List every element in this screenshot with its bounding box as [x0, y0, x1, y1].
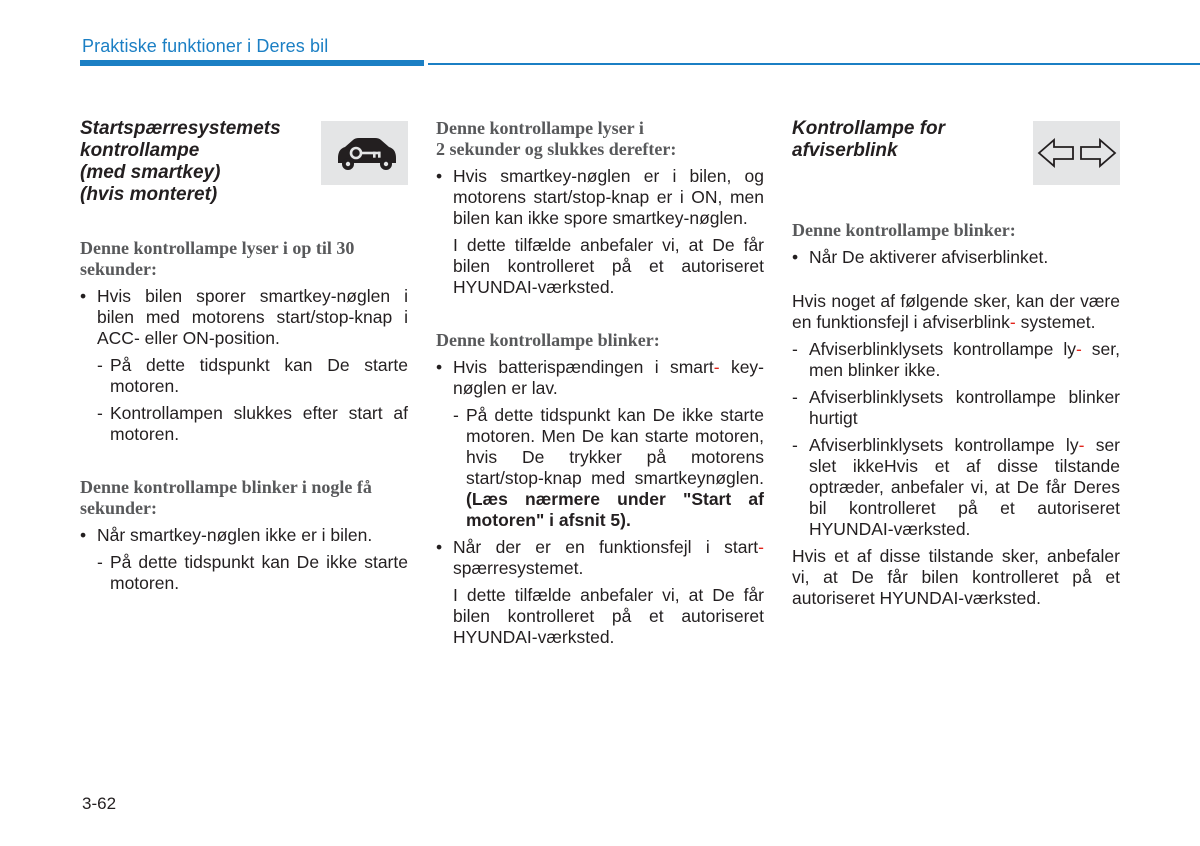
page-number: 3-62 — [82, 794, 117, 813]
title-line: Kontrollampe for — [792, 118, 946, 139]
list-item — [453, 405, 764, 531]
immobilizer-title — [80, 118, 281, 206]
turn-signal-title-row — [792, 118, 1120, 185]
text-part: spærresystemet. — [453, 558, 584, 578]
immobilizer-list-4 — [436, 357, 764, 399]
section-header-title: Praktiske funktioner i Deres bil — [82, 36, 329, 56]
column-immobilizer — [80, 118, 408, 594]
header-rule-thin — [428, 63, 1200, 65]
column-turn-signal — [792, 118, 1120, 609]
immobilizer-list-3 — [436, 166, 764, 229]
immobilizer-title-row — [80, 118, 408, 206]
list-item: - På dette tidspunkt kan De ikke starte motoren. — [97, 552, 408, 594]
turn-signal-subheading: Denne kontrollampe blinker: — [792, 220, 1016, 240]
title-line: (hvis monteret) — [80, 184, 218, 205]
turn-signal-arrows-icon — [1033, 121, 1120, 185]
title-line: kontrollampe — [80, 140, 200, 161]
immobilizer-list-1 — [80, 286, 408, 349]
list-item: - Afviserblinklysets kontrollampe blinker hurtigt — [792, 387, 1120, 429]
text-part: På dette tidspunkt kan De ikke starte motoren. Men De kan starte motoren, hvis De trykker på motorens start/stop-knap med smartkeynøglen. — [466, 405, 764, 488]
immobilizer-subheading-3 — [436, 118, 764, 160]
immobilizer-list-2 — [80, 525, 408, 546]
hyphen-mark: - — [1078, 435, 1085, 455]
text-part: Hvis batterispændingen i smart — [453, 357, 714, 377]
column-immobilizer-cont — [436, 118, 764, 648]
title-line: afviserblink — [792, 140, 898, 161]
hyphen-mark: - — [713, 357, 720, 377]
text-part: systemet. — [1020, 312, 1096, 332]
list-item: • Når De aktiverer afviserblinket. — [792, 247, 1120, 268]
hyphen-mark: - — [1075, 339, 1082, 359]
list-item: • Hvis smartkey-nøglen er i bilen, og motorens start/stop-knap er i ON, men bilen kan ikke spore smartkey-nøglen. — [436, 166, 764, 229]
text-part: Afviserblinklysets kontrollampe ly — [809, 339, 1076, 359]
immobilizer-subheading-2: Denne kontrollampe blinker i nogle få sekunder: — [80, 477, 372, 518]
malfunction-list — [792, 339, 1120, 540]
list-item: • Når smartkey-nøglen ikke er i bilen. — [80, 525, 408, 546]
recommendation-text: Hvis et af disse tilstande sker, anbefaler vi, at De får bilen kontrolleret på et autoriseret HYUNDAI-værksted. — [792, 546, 1120, 608]
text-part: Hvis noget af følgende sker, kan der være en funktionsfejl i afviserblink — [792, 291, 1120, 332]
immobilizer-sublist-2 — [97, 552, 408, 594]
title-line: Startspærresystemets — [80, 118, 281, 139]
list-item — [436, 357, 764, 399]
recommendation-text: I dette tilfælde anbefaler vi, at De får bilen kontrolleret på et autoriseret HYUNDAI-værksted. — [453, 235, 764, 297]
subheading-line: 2 sekunder og slukkes derefter: — [436, 139, 677, 159]
hyphen-mark: - — [758, 537, 764, 557]
malfunction-intro — [792, 291, 1120, 333]
list-item: - På dette tidspunkt kan De starte motoren. — [97, 355, 408, 397]
text-part: ser slet ikkeHvis et af disse tilstande optræder, anbefaler vi, at De får Deres bil kontrolleret på et autoriseret HYUNDAI-værksted. — [809, 435, 1120, 539]
immobilizer-sublist-3 — [453, 405, 764, 531]
subheading-line: Denne kontrollampe lyser i — [436, 118, 644, 138]
car-key-icon — [321, 121, 408, 185]
header-rule-thick — [80, 60, 424, 66]
text-part: ser, men blinker ikke. — [809, 339, 1120, 380]
turn-signal-title — [792, 118, 945, 162]
immobilizer-list-5 — [436, 537, 764, 579]
list-item: - Kontrollampen slukkes efter start af motoren. — [97, 403, 408, 445]
text-part: Afviserblinklysets kontrollampe ly — [809, 435, 1079, 455]
immobilizer-subheading-4: Denne kontrollampe blinker: — [436, 330, 660, 350]
hyphen-mark: - — [1009, 312, 1016, 332]
title-line: (med smartkey) — [80, 162, 221, 183]
immobilizer-subheading-1: Denne kontrollampe lyser i op til 30 sekunder: — [80, 238, 355, 279]
turn-signal-list — [792, 247, 1120, 268]
immobilizer-sublist-1 — [97, 355, 408, 445]
list-item — [436, 537, 764, 579]
text-part: key-nøglen er lav. — [453, 357, 764, 398]
text-part: Når der er en funktionsfejl i start — [453, 537, 759, 557]
recommendation-text: I dette tilfælde anbefaler vi, at De får bilen kontrolleret på et autoriseret HYUNDAI-værksted. — [453, 585, 764, 647]
cross-reference: (Læs nærmere under "Start af motoren" i afsnit 5). — [466, 489, 764, 530]
list-item — [792, 435, 1120, 540]
list-item: • Hvis bilen sporer smartkey-nøglen i bilen med motorens start/stop-knap i ACC- eller ON-position. — [80, 286, 408, 349]
list-item — [792, 339, 1120, 381]
